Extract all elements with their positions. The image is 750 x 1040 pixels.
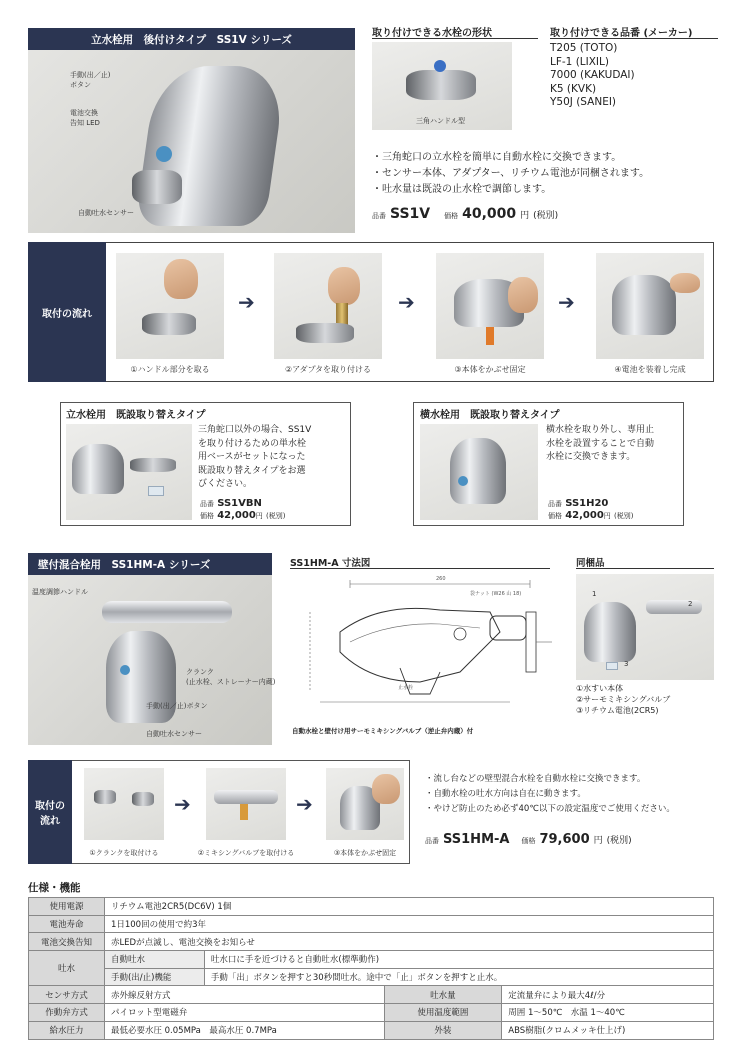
- box-a-price: [200, 498, 285, 522]
- spec-table: [28, 897, 714, 1040]
- hand-image: [328, 267, 360, 305]
- table-row: [29, 933, 714, 951]
- included-item: ①水すい本体: [576, 684, 624, 693]
- hinban: SS1VBN: [217, 498, 262, 509]
- hand-image: [164, 259, 198, 299]
- faucet-spout-image: [132, 170, 182, 204]
- models-list: [550, 42, 635, 110]
- shape-heading: 取り付けできる水栓の形状: [372, 28, 492, 39]
- hand-image: [670, 273, 700, 293]
- table-row: [29, 915, 714, 933]
- bullet: ・流し台などの壁型混合水栓を自動水栓に交換できます。: [425, 774, 646, 784]
- box-b-price: [548, 498, 633, 522]
- price: 42,000: [217, 510, 256, 521]
- flow1-step4-caption: ④電池を装着し完成: [614, 365, 686, 374]
- spec-label: 吐水量: [384, 986, 502, 1004]
- tax-note: (税別): [533, 211, 559, 221]
- mixer-bar-image: [102, 601, 232, 623]
- flow1-step1-caption: ①ハンドル部分を取る: [130, 365, 210, 374]
- flow1-step1-photo: [116, 253, 224, 359]
- spec-value: 1日100回の使用で約3年: [104, 915, 713, 933]
- spec-table-wrap: [28, 897, 714, 1040]
- flow1-step3-photo: [436, 253, 544, 359]
- flow2-label-line1: 取付の: [35, 801, 65, 812]
- model-item: LF-1 (LIXIL): [550, 55, 609, 68]
- faucet-body-image: [584, 602, 636, 662]
- hinban: SS1HM-A: [443, 832, 510, 847]
- included-item: ③リチウム電池(2CR5): [576, 706, 659, 715]
- faucet-image: [296, 323, 354, 343]
- adapter-image: [486, 327, 494, 345]
- flow1-step2-photo: [274, 253, 382, 359]
- arrow-right-icon: ➔: [558, 290, 575, 314]
- spec-label: 作動弁方式: [29, 1004, 105, 1022]
- box-b-title: 横水栓用 既設取り替えタイプ: [420, 410, 560, 421]
- label-button: 手動(出／止)ボタン: [146, 702, 208, 710]
- battery-image: [148, 486, 164, 496]
- valve-image: [214, 790, 278, 804]
- base-faucet-image: [130, 458, 176, 472]
- kakaku-label: 価格: [521, 837, 536, 845]
- bullet: ・吐水量は既設の止水栓で調節します。: [372, 184, 552, 195]
- hand-image: [372, 774, 400, 804]
- section1-price: [372, 206, 558, 222]
- spec-label: センサ方式: [29, 986, 105, 1004]
- arrow-right-icon: ➔: [296, 792, 313, 816]
- dim-caption: 自動水栓と壁付け用サーモミキシングバルブ（逆止弁内蔵）付: [292, 727, 474, 735]
- desc-line: 既設取り替えタイプをお選: [198, 465, 306, 476]
- hinban: SS1H20: [565, 498, 609, 509]
- led-indicator: [120, 665, 130, 675]
- price-suffix: 円: [603, 512, 611, 520]
- tax-note: (税別): [613, 512, 634, 520]
- models-underline: [550, 38, 718, 39]
- dim-underline: [290, 568, 550, 569]
- label-temp: 温度調節ハンドル: [32, 588, 88, 596]
- valve-image: [646, 600, 702, 614]
- desc-line: 横水栓を取り外し、専用止: [546, 425, 655, 435]
- price-suffix: 円: [255, 512, 263, 520]
- flow1-label: 取付の流れ: [42, 308, 92, 320]
- label-crank: クランク (止水栓、ストレーナー内蔵): [186, 668, 276, 686]
- arrow-right-icon: ➔: [174, 792, 191, 816]
- included-heading: 同梱品: [576, 558, 605, 569]
- box-a-title: 立水栓用 既設取り替えタイプ: [66, 410, 206, 421]
- desc-line: 水栓を設置することで自動: [546, 438, 655, 449]
- table-row: [29, 951, 714, 969]
- tax-note: (税別): [265, 512, 286, 520]
- flow2-price: [425, 832, 632, 847]
- hinban-label: 品番: [425, 837, 439, 845]
- included-item: ②サーモミキシングバルブ: [576, 695, 671, 704]
- label-sensor: 自動吐水センサー: [146, 730, 202, 738]
- model-item: T205 (TOTO): [550, 42, 618, 54]
- spec-value: パイロット型電磁弁: [104, 1004, 384, 1022]
- models-heading: 取り付けできる品番 (メーカー): [550, 28, 693, 39]
- section2-title: 壁付混合栓用 SS1HM-A シリーズ: [28, 553, 272, 575]
- bullet: ・三角蛇口の立水栓を簡単に自動水栓に交換できます。: [372, 152, 622, 163]
- model-item: K5 (KVK): [550, 82, 597, 95]
- included-mark: 1: [592, 590, 597, 598]
- spec-value: 定流量弁により最大4ℓ/分: [502, 986, 714, 1004]
- triangle-faucet-image: [406, 70, 476, 100]
- bullet: ・センサー本体、アダプター、リチウム電池が同梱されます。: [372, 168, 650, 179]
- kakaku-label: 価格: [200, 512, 214, 520]
- battery-image: [606, 662, 618, 670]
- desc-line: 用ベースがセットになった: [198, 452, 306, 462]
- label-led: 電池交換 告知 LED: [70, 109, 100, 127]
- spec-value: 赤外線反射方式: [104, 986, 384, 1004]
- dim-heading: SS1HM-A 寸法図: [290, 558, 371, 569]
- flow1-step4-photo: [596, 253, 704, 359]
- tax-note: (税別): [606, 836, 632, 846]
- kakaku-label: 価格: [444, 212, 459, 220]
- arrow-right-icon: ➔: [398, 290, 415, 314]
- adapter-image: [336, 303, 348, 325]
- bullet: ・やけど防止のため必ず40℃以下の設定温度でご使用ください。: [425, 804, 675, 814]
- included-photo: [576, 574, 714, 680]
- model-item: 7000 (KAKUDAI): [550, 69, 635, 81]
- flow2-step3-photo: [326, 768, 404, 840]
- box-a-desc: [198, 424, 311, 492]
- included-mark: 2: [688, 600, 693, 608]
- table-row: [29, 898, 714, 916]
- flow2-step2-photo: [206, 768, 286, 840]
- desc-line: を取り付けるための単水栓: [198, 438, 307, 449]
- table-row: [29, 1004, 714, 1022]
- flow2-step1-caption: ①クランクを取付ける: [89, 849, 159, 857]
- label-sensor: 自動吐水センサー: [78, 209, 134, 217]
- spec-value: 手動「出」ボタンを押すと30秒間吐水。途中で「止」ボタンを押すと止水。: [204, 968, 713, 986]
- price: 79,600: [539, 832, 590, 847]
- section1-bullets: [372, 150, 649, 198]
- shape-underline: [372, 38, 538, 39]
- ss1v-product-photo: [28, 28, 355, 233]
- spec-label: 電池寿命: [29, 915, 105, 933]
- shape-photo: [372, 42, 512, 130]
- price-suffix: 円: [593, 836, 603, 846]
- desc-line: 水栓に交換できます。: [546, 452, 636, 462]
- dim-total-label: 260: [436, 576, 446, 582]
- flow1-step2-caption: ②アダプタを取り付ける: [284, 365, 372, 374]
- box-b-photo: [420, 424, 538, 520]
- spec-label: 電池交換告知: [29, 933, 105, 951]
- spec-value: 吐水口に手を近づけると自動吐水(標準動作): [204, 951, 713, 969]
- hinban: SS1V: [390, 206, 431, 222]
- box-a-photo: [66, 424, 192, 520]
- faucet-image: [142, 313, 196, 335]
- model-item: Y50J (SANEI): [550, 96, 617, 108]
- box-b-desc: [546, 424, 654, 465]
- spec-label: 吐水: [29, 951, 105, 986]
- arrow-right-icon: ➔: [238, 290, 255, 314]
- table-row: [29, 986, 714, 1004]
- flow2-step3-caption: ③本体をかぶせ固定: [333, 849, 397, 857]
- flow2-step2-caption: ②ミキシングバルブを取付ける: [197, 849, 295, 857]
- desc-line: びください。: [198, 479, 253, 489]
- spec-value: 赤LEDが点滅し、電池交換をお知らせ: [104, 933, 713, 951]
- flow1-step3-caption: ③本体をかぶせ固定: [454, 365, 526, 374]
- spec-value: ABS樹脂(クロムメッキ仕上げ): [502, 1021, 714, 1039]
- hinban-label: 品番: [548, 500, 562, 508]
- kakaku-label: 価格: [548, 512, 562, 520]
- faucet-body-image: [72, 444, 124, 494]
- table-row: [29, 1021, 714, 1039]
- price: 42,000: [565, 510, 604, 521]
- hinban-label: 品番: [372, 212, 386, 220]
- hand-image: [508, 277, 538, 313]
- spec-label: 使用温度範囲: [384, 1004, 502, 1022]
- faucet-body-image: [612, 275, 676, 335]
- table-row: [29, 968, 714, 986]
- flow2-label-line2: 流れ: [40, 816, 60, 827]
- spec-sublabel: 自動吐水: [104, 951, 204, 969]
- hinban-label: 品番: [200, 500, 214, 508]
- spec-label: 使用電源: [29, 898, 105, 916]
- desc-line: 三角蛇口以外の場合、SS1V: [198, 425, 312, 435]
- crank-image: [132, 792, 154, 806]
- included-underline: [576, 568, 714, 569]
- ss1hm-product-photo: [28, 553, 276, 745]
- flow2-step1-photo: [84, 768, 164, 840]
- led-indicator: [458, 476, 468, 486]
- handle-cap: [434, 60, 446, 72]
- spec-label: 外装: [384, 1021, 502, 1039]
- price: 40,000: [462, 206, 517, 222]
- faucet-body-image: [450, 438, 506, 504]
- shape-caption: 三角ハンドル型: [416, 117, 465, 125]
- dim-body-label: 止水栓: [398, 685, 414, 691]
- included-mark: 3: [624, 660, 629, 668]
- spec-heading: 仕様・機能: [28, 882, 81, 894]
- adapter-image: [240, 804, 248, 820]
- spec-value: 周囲 1〜50℃ 水温 1〜40℃: [502, 1004, 714, 1022]
- bullet: ・自動水栓の吐水方向は自在に動きます。: [425, 789, 586, 799]
- dim-note-label: 袋ナット (W26 山 18): [470, 591, 522, 597]
- section1-title: 立水栓用 後付けタイプ SS1V シリーズ: [28, 28, 355, 50]
- spec-label: 給水圧力: [29, 1021, 105, 1039]
- spec-value: 最低必要水圧 0.05MPa 最高水圧 0.7MPa: [104, 1021, 384, 1039]
- spec-value: リチウム電池2CR5(DC6V) 1個: [104, 898, 713, 916]
- included-list: [576, 683, 670, 716]
- crank-image: [94, 790, 116, 804]
- flow2-bullets: [425, 772, 675, 817]
- led-indicator: [156, 146, 172, 162]
- label-button: 手動(出／止) ボタン: [70, 71, 111, 89]
- flow1-label-panel: [28, 242, 106, 382]
- spec-sublabel: 手動(出/止)機能: [104, 968, 204, 986]
- price-suffix: 円: [520, 211, 530, 221]
- flow2-label-panel: [28, 760, 72, 864]
